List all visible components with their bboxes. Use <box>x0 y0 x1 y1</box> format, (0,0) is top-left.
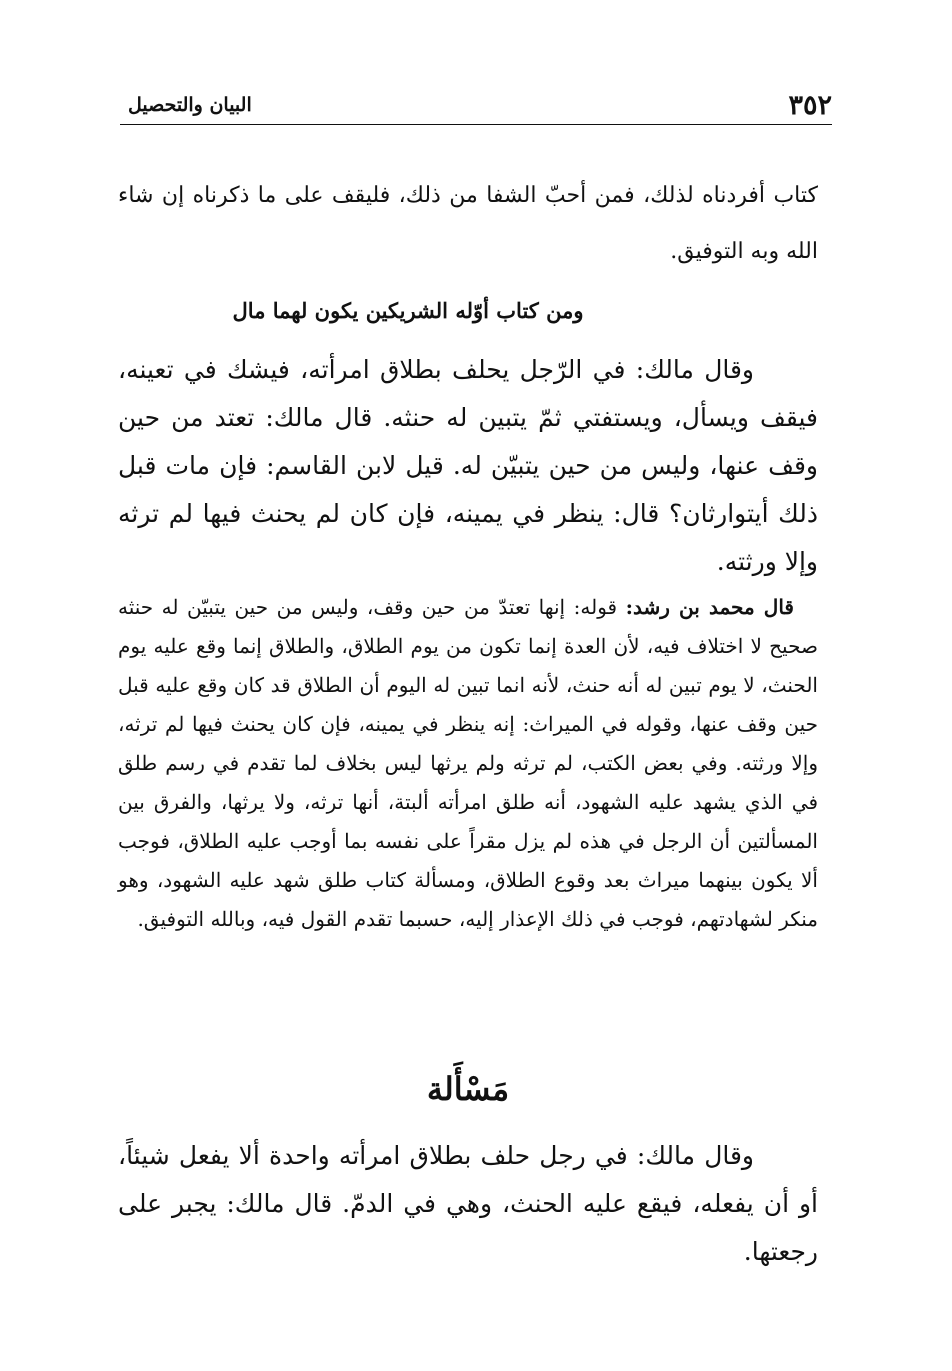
page-number: ٣٥٢ <box>788 90 832 121</box>
commentary-text: قوله: إنها تعتدّ من حين وقف، وليس من حين يتبيّن له حنثه صحيح لا اختلاف فيه، لأن العدة إنما تكون من يوم الطلاق، والطلاق إنما وقع عليه يوم الحنث، لا يوم تبين له أنه حنث، لأنه انما تبين له اليوم أن الطلاق قد كان وقع عليه قبل حين وقف عنها، وقوله في الميراث: إنه ينظر في يمينه، فإن كان يحنث فيها لم ترثه، وإلا ورثته. وفي بعض الكتب، لم ترثه ولم يرثها ليس بخلاف لما تقدم في رسم طلق في الذي يشهد عليه الشهود، أنه طلق امرأته ألبتة، أنها ترثه، ولا يرثها، والفرق بين المسألتين أن الرجل في هذه لم يزل مقراً على نفسه بما أوجب عليه الطلاق، فوجب ألا يكون بينهما ميراث بعد وقوع الطلاق، ومسألة كتاب طلق شهد عليه الشهود، وهو منكر لشهادتهم، فوجب في ذلك الإعذار إليه، حسبما تقدم القول فيه، وبالله التوفيق. <box>118 595 818 931</box>
section-heading: ومن كتاب أوّله الشريكين يكون لهما مال <box>232 298 584 323</box>
page-header <box>120 88 832 125</box>
question-1-paragraph: وقال مالك: في الرّجل يحلف بطلاق امرأته، فيشك في تعينه، فيقف ويسأل، ويستفتي ثمّ يتبين له حنثه. قال مالك: تعتد من حين وقف عنها، وليس من حين يتبيّن له. قيل لابن القاسم: فإن مات قبل ذلك أيتوارثان؟ قال: ينظر في يمينه، فإن كان لم يحنث فيها لم ترثه وإلا ورثته. <box>118 355 818 576</box>
question-2-paragraph: وقال مالك: في رجل حلف بطلاق امرأته واحدة ألا يفعل شيئاً، أو أن يفعله، فيقع عليه الحنث، وهي في الدمّ. قال مالك: يجبر على رجعتها. <box>118 1141 818 1266</box>
commentator-name: قال محمد بن رشد: <box>625 595 794 619</box>
masala-heading: مَسْأَلة <box>426 1070 510 1108</box>
running-title: البيان والتحصيل <box>128 94 252 116</box>
commentary-paragraph <box>118 588 818 939</box>
intro-paragraph: كتاب أفردناه لذلك، فمن أحبّ الشفا من ذلك، فليقف على ما ذكرناه إن شاء الله وبه التوفيق. <box>118 183 818 264</box>
